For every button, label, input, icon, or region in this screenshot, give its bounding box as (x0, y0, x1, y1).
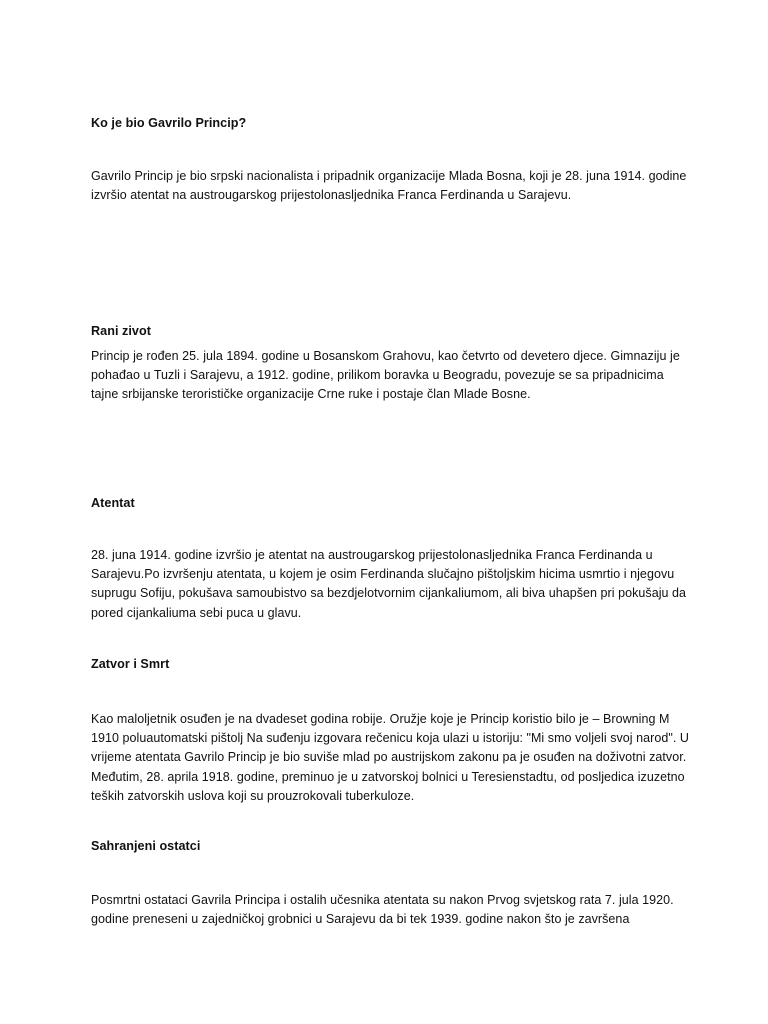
paragraph-atentat: 28. juna 1914. godine izvršio je atentat na austrougarskog prijestolonasljednika Franca Ferdinanda u Sarajevu.Po izvršenju atentata, u kojem je osim Ferdinanda slučajno pištoljskim hicima usmrtio i njegovu suprugu Sofiju, pokušava samoubistvo sa bezdjelotvornim cijankaliumom, ali biva uhapšen pri pokušaju da pored cijankaliuma sebi puca u glavu. (91, 548, 687, 620)
heading-sahranjeni-ostatci: Sahranjeni ostatci (91, 839, 201, 853)
heading-rani-zivot: Rani zivot (91, 324, 151, 338)
paragraph-sahranjeni-ostatci: Posmrtni ostataci Gavrila Principa i ostalih učesnika atentata su nakon Prvog svjetskog rata 7. jula 1920. godine preneseni u zajedničkoj grobnici u Sarajevu da bi tek 1939. godine nakon što je završena (91, 893, 674, 927)
heading-ko-je-bio: Ko je bio Gavrilo Princip? (91, 116, 247, 130)
paragraph-rani-zivot: Princip je rođen 25. jula 1894. godine u Bosanskom Grahovu, kao četvrto od devetero djece. Gimnaziju je pohađao u Tuzli i Sarajevu, a 1912. godine, prilikom boravka u Beogradu, povezuje se sa pripadnicima tajne srbijanske terorističke organizacije Crne ruke i postaje član Mlade Bosne. (91, 349, 680, 402)
paragraph-intro: Gavrilo Princip je bio srpski nacionalista i pripadnik organizacije Mlada Bosna, koji je 28. juna 1914. godine izvršio atentat na austrougarskog prijestolonasljednika Franca Ferdinanda u Sarajevu. (91, 169, 687, 203)
heading-zatvor-i-smrt: Zatvor i Smrt (91, 657, 170, 671)
heading-atentat: Atentat (91, 496, 135, 510)
paragraph-zatvor-i-smrt: Kao maloljetnik osuđen je na dvadeset godina robije. Oružje koje je Princip koristio bilo je – Browning M 1910 poluautomatski pištolj Na suđenju izgovara rečenicu koja ulazi u istoriju: "Mi smo voljeli svoj narod". U vrijeme atentata Gavrilo Princip je bio suviše mlad po austrijskom zakonu pa je osuđen na doživotni zatvor. Međutim, 28. aprila 1918. godine, preminuo je u zatvorskoj bolnici u Teresienstadtu, od posljedica izuzetno teških zatvorskih uslova koji su prouzrokovali tuberkuloze. (91, 712, 689, 803)
